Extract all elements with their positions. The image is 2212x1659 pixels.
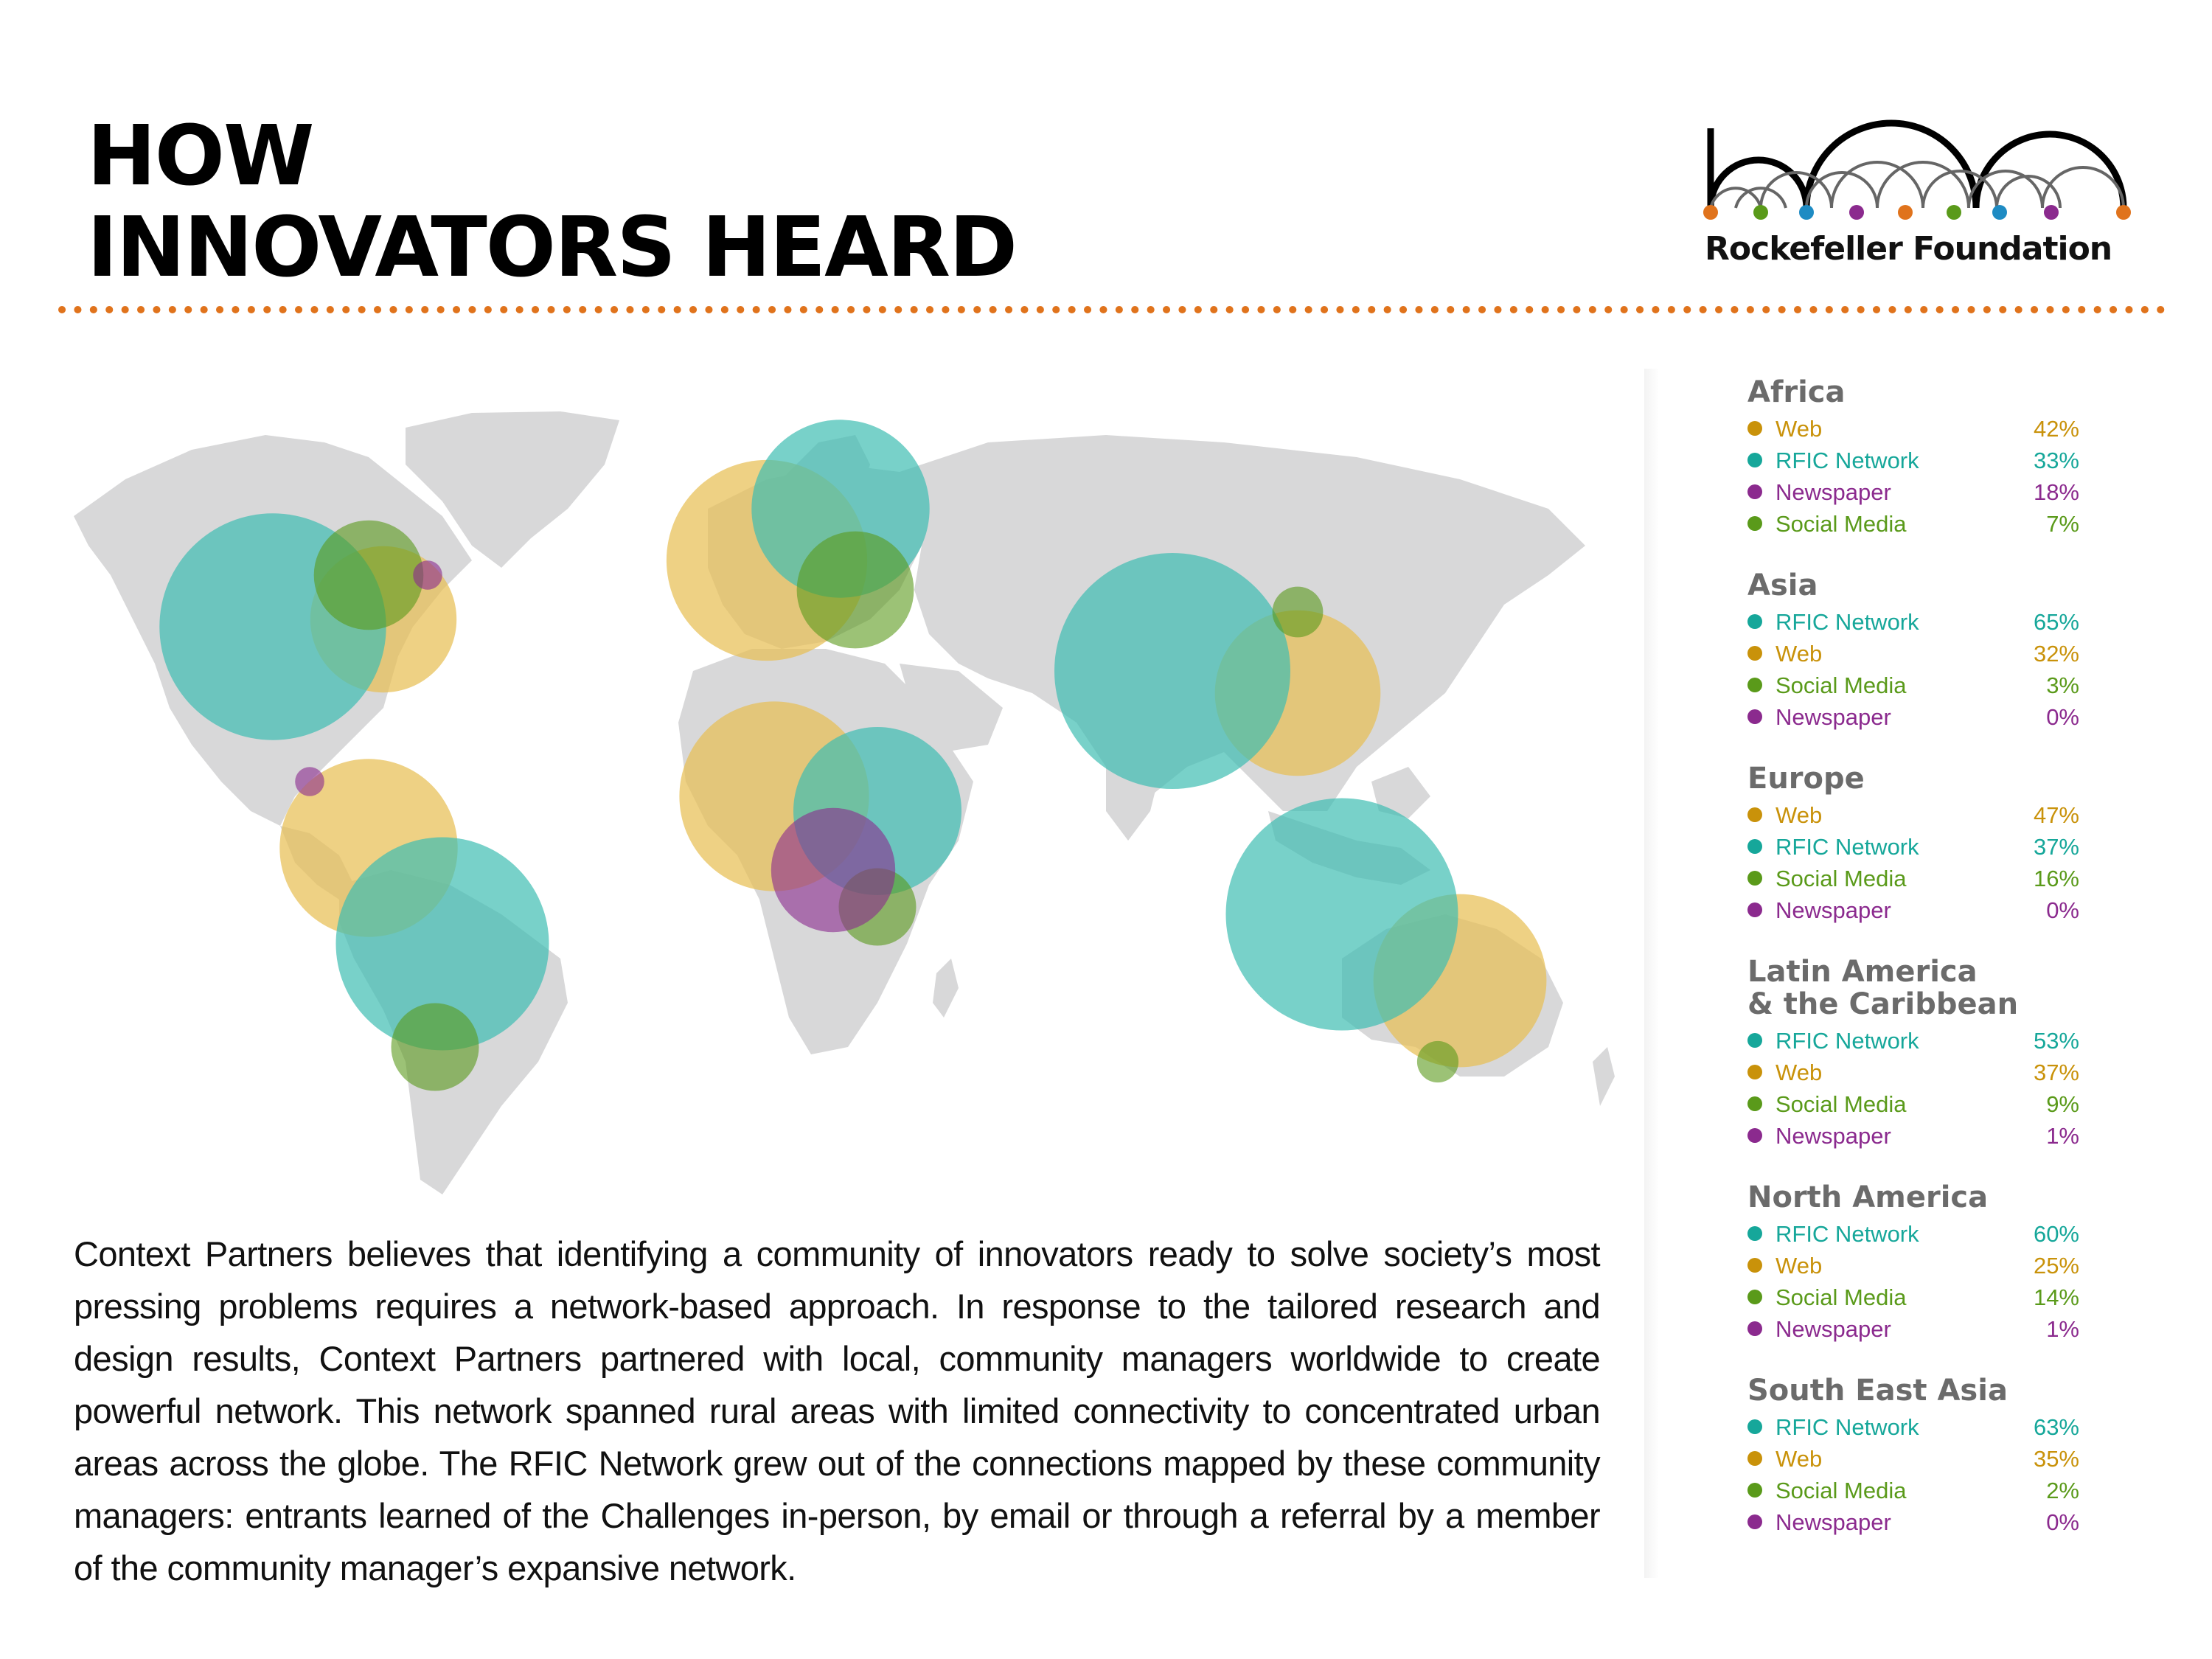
legend-percent: 47%: [2033, 802, 2079, 828]
legend-region: [1747, 1181, 2087, 1345]
legend-label: Web: [1775, 802, 1823, 828]
legend-region-name: [1747, 762, 2087, 795]
legend-percent: 18%: [2033, 479, 2079, 505]
legend-label: Social Media: [1775, 1091, 1907, 1117]
legend-row-web: [1747, 638, 2087, 669]
legend-dot-icon: [1747, 1514, 1762, 1529]
legend-region-name-line: Latin America: [1747, 955, 1978, 989]
legend-row-social: [1747, 863, 2087, 894]
legend-dot-icon: [1747, 871, 1762, 886]
legend-label: Social Media: [1775, 1284, 1907, 1310]
legend-shadow: [1644, 369, 1659, 1578]
legend-row-social: [1747, 508, 2087, 540]
legend-row-newspaper: [1747, 1120, 2087, 1152]
legend-region-name-line: North America: [1747, 1180, 1989, 1214]
legend-percent: 2%: [2046, 1478, 2079, 1503]
legend-dot-icon: [1747, 1033, 1762, 1048]
legend-row-social: [1747, 1281, 2087, 1313]
legend-percent: 33%: [2033, 448, 2079, 473]
legend-label: Newspaper: [1775, 1316, 1891, 1342]
legend-percent: 42%: [2033, 416, 2079, 442]
legend-row-social: [1747, 1088, 2087, 1120]
legend-dot-icon: [1747, 646, 1762, 661]
legend-percent: 3%: [2046, 672, 2079, 698]
legend-label: Newspaper: [1775, 897, 1891, 923]
legend-dot-icon: [1747, 1096, 1762, 1111]
legend-dot-icon: [1747, 807, 1762, 822]
legend-percent: 9%: [2046, 1091, 2079, 1117]
page-title: [87, 108, 1017, 296]
legend-label: RFIC Network: [1775, 1414, 1919, 1440]
legend-dot-icon: [1747, 709, 1762, 724]
legend-percent: 0%: [2046, 897, 2079, 923]
legend-region-name-line: Africa: [1747, 375, 1846, 409]
legend-panel: [1747, 376, 2087, 1568]
legend-dot-icon: [1747, 1290, 1762, 1304]
legend-label: Web: [1775, 1060, 1823, 1085]
legend-dot-icon: [1747, 484, 1762, 499]
legend-dot-icon: [1747, 839, 1762, 854]
legend-region: [1747, 376, 2087, 540]
legend-label: Social Media: [1775, 1478, 1907, 1503]
legend-dot-icon: [1747, 1321, 1762, 1336]
legend-label: Web: [1775, 416, 1823, 442]
dotted-divider: [58, 302, 2166, 317]
legend-row-web: [1747, 1443, 2087, 1475]
legend-row-newspaper: [1747, 1313, 2087, 1345]
legend-dot-icon: [1747, 1451, 1762, 1466]
legend-percent: 32%: [2033, 641, 2079, 667]
bubble-south-east-asia-rfic-network: [1226, 799, 1458, 1031]
legend-row-newspaper: [1747, 1506, 2087, 1538]
bubble-latin-america-the-caribbean-social-media: [392, 1004, 479, 1091]
legend-percent: 65%: [2033, 609, 2079, 635]
legend-row-newspaper: [1747, 476, 2087, 508]
logo-wordmark: Rockefeller Foundation: [1705, 230, 2112, 268]
legend-percent: 16%: [2033, 866, 2079, 891]
bubble-south-east-asia-social-media: [1417, 1041, 1458, 1082]
bubble-latin-america-the-caribbean-newspaper: [295, 767, 324, 796]
legend-dot-icon: [1747, 1065, 1762, 1079]
world-bubble-map: [59, 398, 1622, 1209]
legend-dot-icon: [1747, 1258, 1762, 1273]
legend-label: Social Media: [1775, 866, 1907, 891]
legend-region: [1747, 569, 2087, 733]
legend-region: [1747, 762, 2087, 926]
legend-label: Social Media: [1775, 672, 1907, 698]
legend-region-name-line: Europe: [1747, 762, 1865, 796]
legend-label: RFIC Network: [1775, 1221, 1919, 1247]
legend-label: Web: [1775, 1446, 1823, 1472]
legend-row-web: [1747, 1250, 2087, 1281]
bubble-asia-rfic-network: [1054, 553, 1290, 789]
legend-region-name: [1747, 956, 2087, 1020]
legend-percent: 53%: [2033, 1028, 2079, 1054]
legend-percent: 60%: [2033, 1221, 2079, 1247]
bubble-north-america-social-media: [314, 521, 424, 630]
legend-dot-icon: [1747, 1483, 1762, 1498]
legend-label: RFIC Network: [1775, 1028, 1919, 1054]
legend-percent: 37%: [2033, 834, 2079, 860]
legend-dot-icon: [1747, 1128, 1762, 1143]
legend-dot-icon: [1747, 421, 1762, 436]
legend-label: RFIC Network: [1775, 609, 1919, 635]
legend-label: RFIC Network: [1775, 448, 1919, 473]
legend-row-web: [1747, 413, 2087, 445]
legend-row-web: [1747, 1057, 2087, 1088]
bubble-europe-social-media: [797, 532, 914, 649]
legend-row-social: [1747, 1475, 2087, 1506]
legend-percent: 25%: [2033, 1253, 2079, 1279]
legend-dot-icon: [1747, 1226, 1762, 1241]
legend-label: Newspaper: [1775, 1123, 1891, 1149]
description-paragraph: Context Partners believes that identifying a community of innovators ready to solve society’s most pressing problems requires a network-based approach. In response to the tailored research and design results, Context Partners partnered with local, community managers worldwide to create powerful network. This network spanned rural areas with limited connectivity to concentrated urban areas across the globe. The RFIC Network grew out of the connections mapped by these community managers: entrants learned of the Challenges in-person, by email or through a referral by a member of the community manager’s expansive network.: [74, 1234, 1600, 1587]
legend-region-name-line: South East Asia: [1747, 1374, 2008, 1408]
legend-percent: 0%: [2046, 1509, 2079, 1535]
legend-region-name: [1747, 376, 2087, 408]
bubble-north-america-newspaper: [413, 560, 442, 590]
legend-row-newspaper: [1747, 701, 2087, 733]
legend-region-name-line: Asia: [1747, 568, 1818, 602]
legend-dot-icon: [1747, 902, 1762, 917]
legend-row-rfic: [1747, 445, 2087, 476]
legend-region-name: [1747, 1181, 2087, 1214]
legend-row-newspaper: [1747, 894, 2087, 926]
legend-region: [1747, 956, 2087, 1152]
legend-percent: 1%: [2046, 1123, 2079, 1149]
legend-percent: 35%: [2033, 1446, 2079, 1472]
bubble-asia-social-media: [1273, 587, 1324, 638]
legend-region-name: [1747, 569, 2087, 602]
legend-dot-icon: [1747, 614, 1762, 629]
legend-region-name: [1747, 1374, 2087, 1407]
title-line-2: INNOVATORS HEARD: [87, 200, 1017, 296]
legend-row-rfic: [1747, 1218, 2087, 1250]
legend-row-web: [1747, 799, 2087, 831]
legend-percent: 14%: [2033, 1284, 2079, 1310]
legend-row-rfic: [1747, 831, 2087, 863]
legend-row-social: [1747, 669, 2087, 701]
legend-row-rfic: [1747, 1025, 2087, 1057]
legend-region-name-line: & the Caribbean: [1747, 987, 2019, 1021]
legend-dot-icon: [1747, 1419, 1762, 1434]
legend-label: Web: [1775, 641, 1823, 667]
legend-label: Social Media: [1775, 511, 1907, 537]
legend-dot-icon: [1747, 678, 1762, 692]
legend-dot-icon: [1747, 453, 1762, 467]
legend-percent: 1%: [2046, 1316, 2079, 1342]
legend-percent: 0%: [2046, 704, 2079, 730]
legend-label: Newspaper: [1775, 1509, 1891, 1535]
title-line-1: HOW: [87, 108, 313, 204]
legend-dot-icon: [1747, 516, 1762, 531]
legend-label: Web: [1775, 1253, 1823, 1279]
legend-percent: 37%: [2033, 1060, 2079, 1085]
bubble-africa-newspaper: [771, 808, 895, 932]
legend-label: RFIC Network: [1775, 834, 1919, 860]
legend-label: Newspaper: [1775, 479, 1891, 505]
legend-label: Newspaper: [1775, 704, 1891, 730]
legend-percent: 63%: [2033, 1414, 2079, 1440]
legend-row-rfic: [1747, 606, 2087, 638]
legend-region: [1747, 1374, 2087, 1538]
legend-row-rfic: [1747, 1411, 2087, 1443]
legend-percent: 7%: [2046, 511, 2079, 537]
